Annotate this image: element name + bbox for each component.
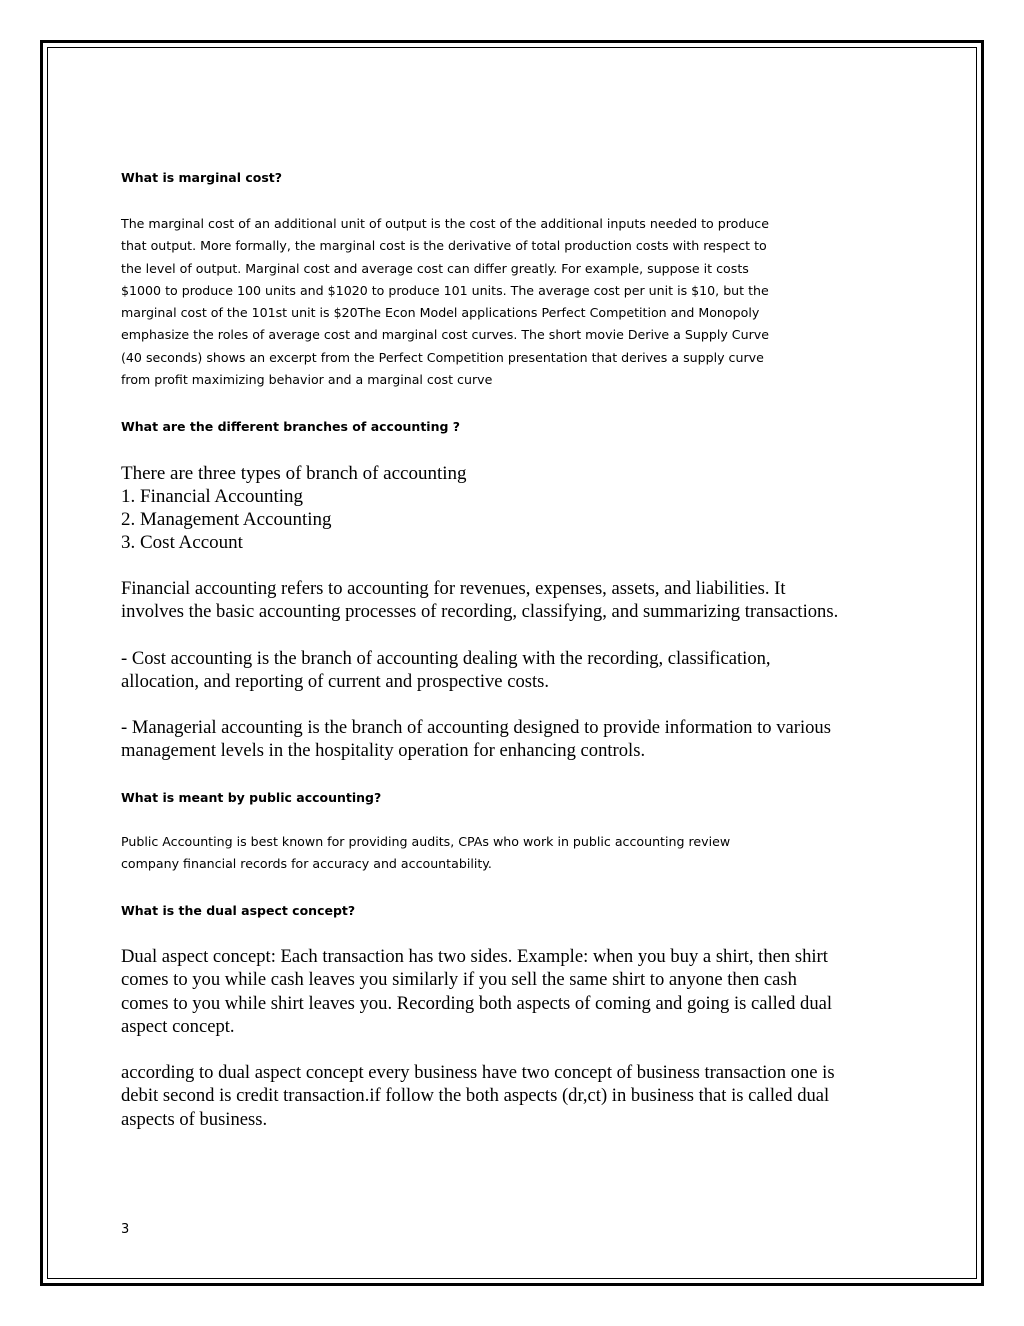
question-public-accounting: What is meant by public accounting? <box>121 790 382 805</box>
para-line: comes to you while shirt leaves you. Recording both aspects of coming and going is called dual <box>121 992 833 1014</box>
answer-line: marginal cost of the 101st unit is $20The Econ Model applications Perfect Competition and Monopoly <box>121 305 760 321</box>
answer-line: from profit maximizing behavior and a marginal cost curve <box>121 372 493 388</box>
para-line: allocation, and reporting of current and prospective costs. <box>121 671 550 693</box>
page-number: 3 <box>121 1222 130 1237</box>
branch-list-item: 3. Cost Account <box>121 532 243 553</box>
answer-line: that output. More formally, the marginal cost is the derivative of total production costs with respect to <box>121 238 767 254</box>
branches-intro: There are three types of branch of accounting <box>121 463 467 484</box>
answer-line: Public Accounting is best known for providing audits, CPAs who work in public accounting review <box>121 834 731 849</box>
answer-marginal-cost <box>121 213 901 391</box>
answer-line: the level of output. Marginal cost and average cost can differ greatly. For example, suppose it costs <box>121 260 749 276</box>
para-line: aspect concept. <box>121 1015 235 1037</box>
para-line: - Cost accounting is the branch of accounting dealing with the recording, classification, <box>121 648 771 669</box>
para-line: debit second is credit transaction.if follow the both aspects (dr,ct) in business that is called dual <box>121 1085 830 1107</box>
answer-line: (40 seconds) shows an excerpt from the Perfect Competition presentation that derives a supply curve <box>121 349 764 365</box>
para-line: involves the basic accounting processes of recording, classifying, and summarizing transactions. <box>121 601 839 623</box>
answer-line: company financial records for accuracy and accountability. <box>121 856 492 872</box>
dual-aspect-paragraph-2 <box>121 1061 901 1131</box>
answer-line: The marginal cost of an additional unit of output is the cost of the additional inputs needed to produce <box>121 216 769 231</box>
cost-accounting-paragraph <box>121 647 901 694</box>
para-line: - Managerial accounting is the branch of accounting designed to provide information to various <box>121 717 831 738</box>
question-marginal-cost: What is marginal cost? <box>121 170 283 185</box>
question-dual-aspect: What is the dual aspect concept? <box>121 903 356 918</box>
dual-aspect-paragraph-1 <box>121 945 901 1038</box>
managerial-accounting-paragraph <box>121 716 901 763</box>
para-line: according to dual aspect concept every business have two concept of business transaction one is <box>121 1062 835 1083</box>
answer-line: emphasize the roles of average cost and marginal cost curves. The short movie Derive a Supply Curve <box>121 327 769 343</box>
para-line: Dual aspect concept: Each transaction has two sides. Example: when you buy a shirt, then shirt <box>121 946 828 967</box>
para-line: management levels in the hospitality operation for enhancing controls. <box>121 740 646 762</box>
answer-line: $1000 to produce 100 units and $1020 to produce 101 units. The average cost per unit is $10, but the <box>121 282 769 298</box>
question-branches: What are the different branches of accounting ? <box>121 419 461 434</box>
para-line: aspects of business. <box>121 1108 268 1130</box>
branch-list-item: 1. Financial Accounting <box>121 486 304 507</box>
financial-accounting-paragraph <box>121 577 901 624</box>
branch-list-item: 2. Management Accounting <box>121 509 332 530</box>
para-line: Financial accounting refers to accounting for revenues, expenses, assets, and liabilities. It <box>121 578 786 599</box>
para-line: comes to you while cash leaves you similarly if you sell the same shirt to anyone then cash <box>121 969 797 991</box>
answer-public-accounting <box>121 831 901 876</box>
